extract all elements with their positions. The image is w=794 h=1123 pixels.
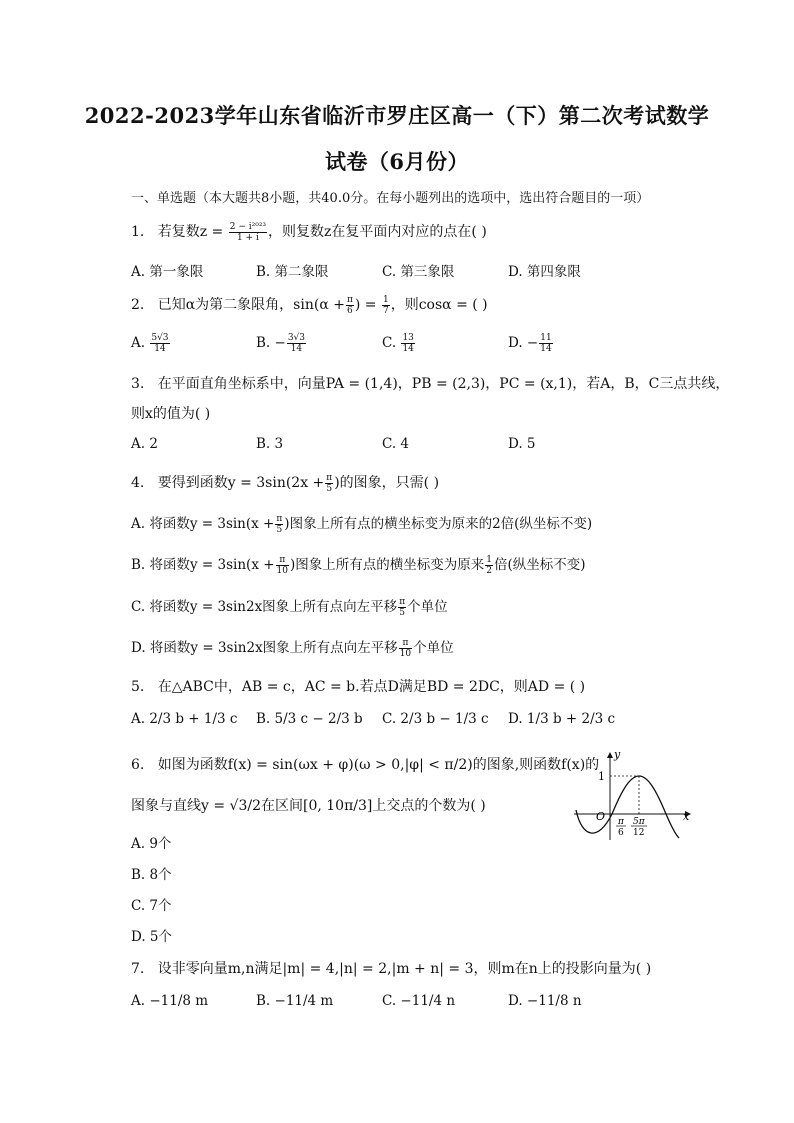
q7-option-c[interactable]: C. −11/4 n <box>382 993 456 1009</box>
q6-option-d[interactable]: D. 5个 <box>131 929 173 945</box>
question-1-stem <box>131 221 487 243</box>
q4-option-c[interactable] <box>131 595 448 618</box>
q5-option-b[interactable]: B. 5/3 c − 2/3 b <box>256 711 363 727</box>
fraction-denominator: 7 <box>382 305 389 316</box>
section-heading: 一、单选题（本大题共8小题，共40.0分。在每小题列出的选项中，选出符合题目的一项） <box>131 191 650 206</box>
question-text: 如图为函数f(x) = sin(ωx + φ)(ω > 0,|φ| < π/2)的图象,则函数f(x)的 <box>157 757 600 773</box>
q6-option-a[interactable]: A. 9个 <box>131 836 172 852</box>
fraction-numerator: π <box>346 294 353 305</box>
q7-option-b[interactable]: B. −11/4 m <box>256 993 334 1009</box>
fraction-denominator: 14 <box>154 344 166 354</box>
q2-option-c[interactable] <box>382 333 416 354</box>
question-text: 已知α为第二象限角，sin(α + <box>157 297 345 313</box>
option-label: D. − <box>508 335 539 351</box>
exam-title-line1: 2022-2023学年山东省临沂市罗庄区高一（下）第二次考试数学 <box>84 103 710 128</box>
q2-option-d[interactable] <box>508 333 554 354</box>
question-text: )的图象，只需( ) <box>334 475 440 491</box>
fraction-denominator: 10 <box>276 566 288 576</box>
question-7-stem <box>131 958 651 978</box>
option-text: 个单位 <box>413 640 454 656</box>
question-2-stem <box>131 294 488 316</box>
origin-label: O <box>596 810 606 823</box>
fraction-numerator: 3√3 <box>287 333 306 343</box>
q5-option-c[interactable]: C. 2/3 b − 1/3 c <box>382 711 489 727</box>
option-label: B. − <box>256 335 286 351</box>
fraction-numerator: π <box>399 597 406 607</box>
fraction-denominator: 14 <box>402 344 414 354</box>
fraction <box>346 295 354 316</box>
q1-option-b[interactable]: B. 第二象限 <box>256 264 329 280</box>
exam-title-line2: 试卷（6月份） <box>324 149 470 174</box>
fraction-numerator: 11 <box>540 333 552 343</box>
fraction-denominator: 5 <box>276 525 283 535</box>
fraction <box>485 555 493 576</box>
q7-option-a[interactable]: A. −11/8 m <box>131 993 209 1009</box>
fraction <box>287 333 306 354</box>
question-text: 设非零向量m,n满足|m| = 4,|n| = 2,|m + n| = 3，则m在n上的投影向量为( ) <box>157 961 652 977</box>
option-text: )图象上所有点的横坐标变为原来 <box>290 557 485 573</box>
option-label: C. <box>382 335 397 351</box>
fraction-numerator: 13 <box>402 333 414 343</box>
sine-curve <box>576 776 679 838</box>
fraction <box>539 333 552 354</box>
question-number: 1. <box>131 224 145 240</box>
q6-option-c[interactable]: C. 7个 <box>131 898 172 914</box>
q3-option-a[interactable]: A. 2 <box>131 436 158 452</box>
y-axis-label: y <box>614 750 621 761</box>
q1-option-a[interactable]: A. 第一象限 <box>131 264 204 280</box>
question-number: 7. <box>131 961 145 977</box>
question-5-stem <box>131 676 585 696</box>
fraction-denominator: 10 <box>399 649 412 659</box>
tick2-denominator: 12 <box>633 828 645 838</box>
fraction <box>382 295 390 316</box>
fraction <box>401 333 414 354</box>
option-text: )图象上所有点的横坐标变为原来的2倍(纵坐标不变) <box>284 516 593 532</box>
q3-option-c[interactable]: C. 4 <box>382 436 410 452</box>
q7-option-d[interactable]: D. −11/8 n <box>508 993 582 1009</box>
question-number: 5. <box>131 679 145 695</box>
fraction-denominator: 5 <box>399 608 406 618</box>
q4-option-b[interactable] <box>131 553 586 576</box>
fraction <box>398 597 406 618</box>
q4-option-d[interactable] <box>131 636 454 659</box>
fraction <box>275 514 283 535</box>
question-text: 若复数z = <box>157 224 224 240</box>
question-number: 4. <box>131 475 145 491</box>
question-text: 要得到函数y = 3sin(2x + <box>157 475 325 491</box>
question-number: 2. <box>131 297 145 313</box>
question-text: ，则复数z在复平面内对应的点在( ) <box>268 224 487 240</box>
fraction-numerator: 1 <box>486 555 493 565</box>
fraction-denominator: 1 + i <box>236 232 259 243</box>
tick1-numerator: π <box>618 817 624 827</box>
q3-option-b[interactable]: B. 3 <box>256 436 284 452</box>
q2-option-a[interactable] <box>131 333 171 354</box>
fraction-numerator: π <box>326 472 333 483</box>
q4-option-a[interactable] <box>131 512 592 535</box>
fraction-numerator: 2 − i²⁰²³ <box>229 221 267 232</box>
question-3-stem-line2: 则x的值为( ) <box>131 406 211 422</box>
fraction <box>399 638 412 659</box>
fraction-numerator: π <box>399 638 412 649</box>
tick2-numerator: 5π <box>633 817 645 827</box>
q1-option-c[interactable]: C. 第三象限 <box>382 264 455 280</box>
option-text: 个单位 <box>407 599 448 615</box>
question-text: 在△ABC中，AB = c，AC = b.若点D满足BD = 2DC，则AD = ( ) <box>157 679 586 695</box>
fraction-numerator: π <box>276 514 283 524</box>
fraction-denominator: 2 <box>486 566 493 576</box>
option-text: A. 将函数y = 3sin(x + <box>131 516 275 532</box>
fraction-denominator: 5 <box>326 483 333 494</box>
fraction-numerator: 1 <box>382 294 389 305</box>
fraction <box>276 555 289 576</box>
q1-option-d[interactable]: D. 第四象限 <box>508 264 581 280</box>
question-text: ，则cosα = ( ) <box>390 297 488 313</box>
question-text: 在平面直角坐标系中，向量PA = (1,4)，PB = (2,3)，PC = (x,1)，若A，B，C三点共线， <box>157 376 730 392</box>
q6-option-b[interactable]: B. 8个 <box>131 867 172 883</box>
option-text: 倍(纵坐标不变) <box>494 557 586 573</box>
question-6-stem-line2: 图象与直线y = √3/2在区间[0, 10π/3]上交点的个数为( ) <box>131 798 486 814</box>
question-3-stem <box>131 373 729 393</box>
option-text: B. 将函数y = 3sin(x + <box>131 557 275 573</box>
y-tick-one: 1 <box>598 770 605 783</box>
fraction-numerator: 5√3 <box>151 333 169 343</box>
question-number: 3. <box>131 376 145 392</box>
q5-option-a[interactable]: A. 2/3 b + 1/3 c <box>131 711 238 727</box>
function-graph <box>572 750 696 842</box>
option-text: D. 将函数y = 3sin2x图象上所有点向左平移 <box>131 640 398 656</box>
question-4-stem <box>131 472 439 494</box>
fraction <box>150 333 169 354</box>
fraction-denominator: 6 <box>347 305 353 316</box>
x-axis-label: x <box>683 810 690 823</box>
option-text: C. 将函数y = 3sin2x图象上所有点向左平移 <box>131 599 398 615</box>
question-number: 6. <box>131 757 145 773</box>
fraction-denominator: 14 <box>290 344 303 354</box>
question-6-stem <box>131 754 599 774</box>
option-label: A. <box>131 335 146 351</box>
fraction <box>229 222 267 243</box>
q5-option-d[interactable]: D. 1/3 b + 2/3 c <box>508 711 616 727</box>
q3-option-d[interactable]: D. 5 <box>508 436 536 452</box>
fraction-numerator: π <box>276 555 289 566</box>
tick1-denominator: 6 <box>618 828 624 838</box>
q2-option-b[interactable] <box>256 333 307 354</box>
fraction-denominator: 14 <box>540 344 552 354</box>
fraction <box>325 473 333 494</box>
question-text: ) = <box>354 297 377 313</box>
